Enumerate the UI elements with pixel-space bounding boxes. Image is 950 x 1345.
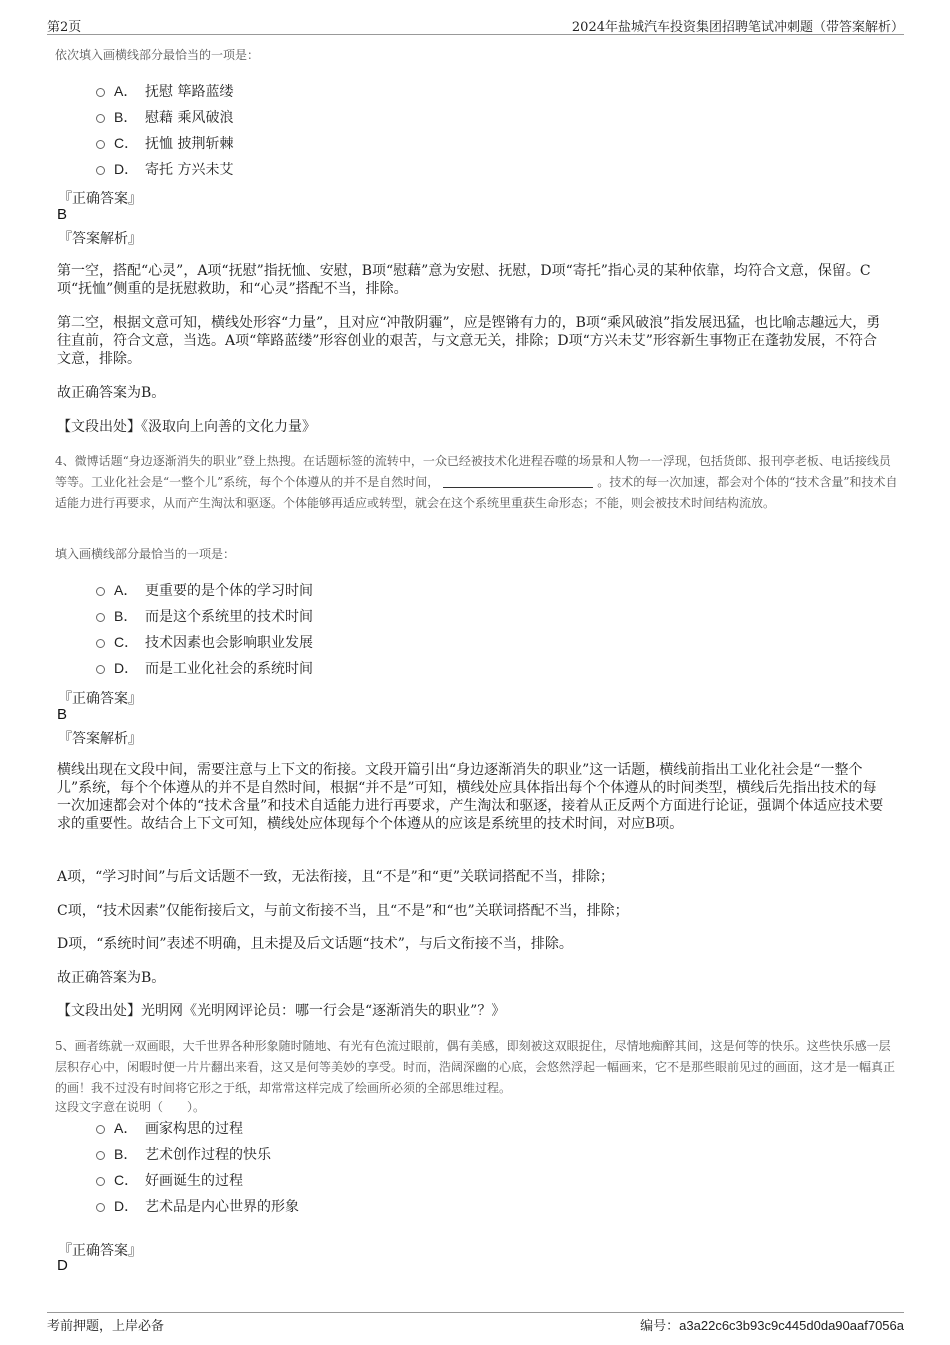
q3-analysis-paragraph-2: 第二空，根据文意可知，横线处形容“力量”，且对应“冲散阴霾”，应是铿锵有力的，B项“乘风破浪”指发展迅猛，也比喻志趣远大，勇往直前，符合文意，当选。A项“筚路蓝缕”形容创业的艰苦，与文意无关，排除；D项“方兴未艾”形容新生事物正在蓬勃发展，不符合文意，排除。	[57, 315, 881, 367]
q4-conclusion: 故正确答案为B。	[57, 970, 166, 986]
radio-icon[interactable]	[96, 88, 105, 97]
q4-analysis-paragraph-4: D项，“系统时间”表述不明确，且未提及后文话题“技术”，与后文衔接不当，排除。	[57, 936, 573, 952]
document-id: 编号：a3a22c6c3b93c9c445d0da90aaf7056a	[640, 1318, 904, 1333]
footer-slogan: 考前押题，上岸必备	[47, 1319, 165, 1334]
document-title: 2024年盐城汽车投资集团招聘笔试冲刺题（带答案解析）	[571, 20, 904, 35]
radio-icon[interactable]	[96, 613, 105, 622]
q4-analysis-label: 『答案解析』	[58, 731, 142, 747]
radio-icon[interactable]	[96, 114, 105, 123]
q3-analysis-label: 『答案解析』	[58, 231, 142, 247]
q3-source: 【文段出处】《汲取向上向善的文化力量》	[57, 419, 316, 435]
q3-answer: B	[57, 206, 68, 223]
q4-analysis-paragraph-2: A项，“学习时间”与后文话题不一致，无法衔接，且“不是”和“更”关联词搭配不当，排除；	[57, 869, 615, 885]
q3-answer-label: 『正确答案』	[58, 191, 142, 207]
q5-question: 这段文字意在说明（ ）。	[55, 1100, 206, 1114]
q4-option-c[interactable]: C． 技术因素也会影响职业发展	[96, 631, 313, 653]
page-number: 第2页	[47, 20, 82, 35]
page-header	[47, 16, 904, 35]
q4-option-b[interactable]: B． 而是这个系统里的技术时间	[96, 605, 313, 627]
q3-option-a[interactable]: A． 抚慰 筚路蓝缕	[96, 80, 233, 102]
page-footer	[47, 1312, 904, 1335]
q4-analysis-paragraph-1: 横线出现在文段中间，需要注意与上下文的衔接。文段开篇引出“身边逐渐消失的职业”这一话题，横线前指出工业化社会是“一整个儿”系统，每个个体遵从的并不是自然时间，根据“并不是”可知，横线处应具体指出每个个体遵从的时间类型，横线后先指出技术的每一次加速都会对个体的“技术含量”和技术自适能力进行再要求，产生淘汰和驱逐，接着从正反两个方面进行论证，强调个体适应技术要求的重要性。故结合上下文可知，横线处应体现每个个体遵从的应该是系统里的技术时间，对应B项。	[57, 762, 884, 832]
q3-analysis-paragraph-1: 第一空，搭配“心灵”，A项“抚慰”指抚恤、安慰，B项“慰藉”意为安慰、抚慰，D项“寄托”指心灵的某种依靠，均符合文意，保留。C项“抚恤”侧重的是抚慰救助，和“心灵”搭配不当，排除。	[57, 263, 871, 297]
radio-icon[interactable]	[96, 1203, 105, 1212]
q5-option-a[interactable]: A． 画家构思的过程	[96, 1117, 243, 1139]
q3-conclusion: 故正确答案为B。	[57, 385, 166, 401]
q5-stem: 5、画者练就一双画眼，大千世界各种形象随时随地、有光有色流过眼前，偶有美感，即刻被这双眼捉住，尽情地痴醉其间，这是何等的快乐。这些快乐感一层层积存心中，闲暇时便一片片翻出来看，这又是何等美妙的享受。时而，浩阔深幽的心底，会悠然浮起一幅画来，它不是那些眼前见过的画面，这才是一幅真正的画！我不过没有时间将它形之于纸，却常常这样完成了绘画所必须的全部思维过程。	[55, 1039, 896, 1095]
q5-option-b[interactable]: B． 艺术创作过程的快乐	[96, 1143, 271, 1165]
q4-prompt: 填入画横线部分最恰当的一项是：	[55, 547, 236, 561]
q4-answer: B	[57, 706, 68, 723]
radio-icon[interactable]	[96, 140, 105, 149]
radio-icon[interactable]	[96, 639, 105, 648]
q5-answer-label: 『正确答案』	[58, 1243, 142, 1259]
q4-option-a[interactable]: A． 更重要的是个体的学习时间	[96, 579, 313, 601]
q3-option-d[interactable]: D． 寄托 方兴未艾	[96, 158, 233, 180]
q3-option-c[interactable]: C． 抚恤 披荆斩棘	[96, 132, 233, 154]
q5-option-d[interactable]: D． 艺术品是内心世界的形象	[96, 1195, 299, 1217]
q3-prompt: 依次填入画横线部分最恰当的一项是：	[55, 48, 260, 62]
radio-icon[interactable]	[96, 587, 105, 596]
radio-icon[interactable]	[96, 1151, 105, 1160]
q4-stem: 4、微博话题“身边逐渐消失的职业”登上热搜。在话题标签的流转中，一众已经被技术化进程吞噬的场景和人物一一浮现，包括货郎、报刊亭老板、电话接线员等等。工业化社会是“一整个儿”系统，每个个体遵从的并不是自然时间， 。技术的每一次加速，都会对个体的“技术含量”和技术自适能力进行再要求，从而产生淘汰和驱逐。个体能够再适应或转型，就会在这个系统里重获生命形态；不能，则会被技术时间结构流放。	[55, 454, 898, 510]
radio-icon[interactable]	[96, 1177, 105, 1186]
radio-icon[interactable]	[96, 166, 105, 175]
q4-source: 【文段出处】光明网《光明网评论员：哪一行会是“逐渐消失的职业”？》	[57, 1003, 506, 1019]
q5-option-c[interactable]: C． 好画诞生的过程	[96, 1169, 243, 1191]
radio-icon[interactable]	[96, 665, 105, 674]
fill-blank-line	[443, 475, 593, 488]
q5-answer: D	[57, 1257, 68, 1274]
q4-answer-label: 『正确答案』	[58, 691, 142, 707]
q4-analysis-paragraph-3: C项，“技术因素”仅能衔接后文，与前文衔接不当，且“不是”和“也”关联词搭配不当，排除；	[57, 903, 629, 919]
radio-icon[interactable]	[96, 1125, 105, 1134]
q3-option-b[interactable]: B． 慰藉 乘风破浪	[96, 106, 233, 128]
q4-option-d[interactable]: D． 而是工业化社会的系统时间	[96, 657, 313, 679]
